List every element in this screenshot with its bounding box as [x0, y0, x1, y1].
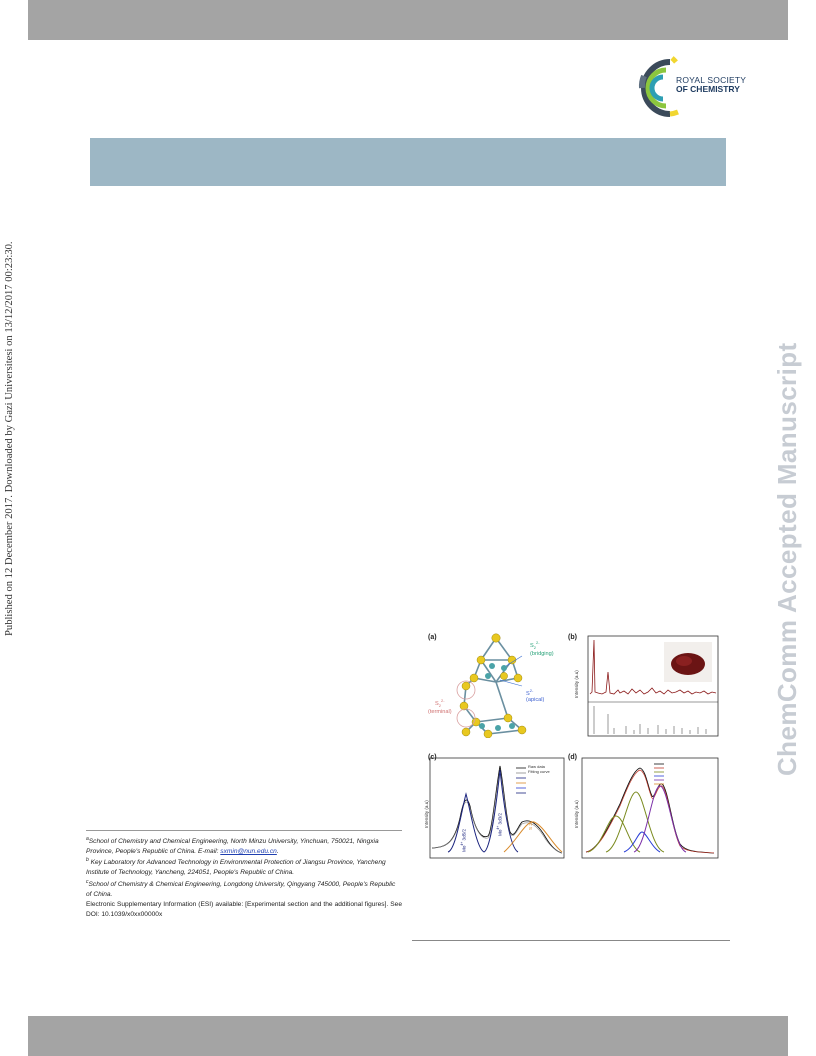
- rsc-line2: OF CHEMISTRY: [676, 84, 740, 94]
- figure-panel-d: [568, 748, 722, 862]
- panel-d-ylabel: Intensity (a.u): [574, 800, 579, 828]
- bridging-sulfur-label: $S_2^{2-}$ (bridging): [530, 640, 554, 657]
- publication-stamp: Published on 12 December 2017. Downloaded by Gazi Universitesi on 13/12/2017 00:23:30.: [4, 241, 15, 636]
- figure-divider: [412, 940, 730, 941]
- xps-s2p-plot: [568, 748, 722, 862]
- panel-d-label: (d): [568, 754, 577, 761]
- rsc-line1: ROYAL SOCIETY: [676, 75, 747, 85]
- article-title-band: [90, 138, 726, 186]
- peak-s2s-label: S 2s: [528, 820, 533, 830]
- panel-b-label: (b): [568, 634, 577, 641]
- panel-c-legend-fit: Fitting curve: [528, 769, 550, 774]
- figure-panel-a: [426, 626, 566, 738]
- xps-mo3d-plot: [426, 748, 568, 862]
- affiliation-a: $^a$School of Chemistry and Chemical Engineering, North Minzu University, Yinchuan, 750021, Ningxia Province, People's Republic of China. E-mail: sxmin@nun.edu.cn.: [86, 836, 379, 855]
- figure-panel-b: [568, 628, 722, 740]
- peak-mo-3d32-label: $Mo^{4+}$ 3d3/2: [496, 812, 503, 836]
- affiliation-c: $^c$School of Chemistry & Chemical Engineering, Longdong University, Qingyang 745000, People's Republic of China.: [86, 878, 396, 898]
- rsc-wordmark: [676, 76, 746, 94]
- terminal-sulfur-label: $S_2^{2-}$ (terminal): [428, 698, 452, 715]
- panel-c-legend-raw: Raw data: [528, 764, 545, 769]
- header-bar: [28, 0, 788, 40]
- esi-note: Electronic Supplementary Information (ESI) available: [Experimental section and the additional figures]. See DOI: 10.1039/x0xx00000x: [86, 901, 402, 918]
- footer-bar: [28, 1016, 788, 1056]
- panel-c-ylabel: Intensity (a.u): [424, 800, 429, 828]
- panel-a-label: (a): [428, 634, 437, 641]
- panel-c-label: (c): [428, 754, 437, 761]
- xrd-pattern-plot: [568, 628, 722, 740]
- panel-b-ylabel: Intensity (a.u): [574, 670, 579, 698]
- accepted-manuscript-watermark: ChemComm Accepted Manuscript: [772, 342, 802, 776]
- affiliations-footnote: [86, 830, 402, 919]
- peak-mo-3d52-label: $Mo^{4+}$ 3d5/2: [460, 828, 467, 852]
- apical-sulfur-label: $S^{2-}$ (apical): [526, 688, 545, 703]
- figure-panel-c: [426, 748, 568, 862]
- email-link[interactable]: sxmin@nun.edu.cn: [220, 847, 277, 855]
- affiliation-b: $^b$ Key Laboratory for Advanced Technology in Environmental Protection of Jiangsu Province, Yancheng Institute of Technology, Yancheng, 224051, People's Republic of China.: [86, 857, 386, 877]
